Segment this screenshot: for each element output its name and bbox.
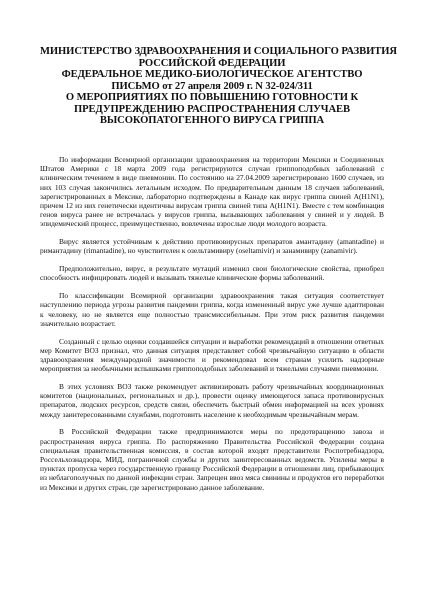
agency-name: ФЕДЕРАЛЬНОЕ МЕДИКО-БИОЛОГИЧЕСКОЕ АГЕНТСТВО <box>61 69 363 80</box>
ministry-name-line-2: РОССИЙСКОЙ ФЕДЕРАЦИИ <box>138 57 286 69</box>
letter-title-line-2: ПРЕДУПРЕЖДЕНИЮ РАСПРОСТРАНЕНИЯ СЛУЧАЕВ <box>74 103 350 115</box>
paragraph: В этих условиях ВОЗ также рекомендует активизировать работу чрезвычайных координационных комитетов (национальных, региональных и др.), провести оценку имеющегося запаса противовирусных препаратов, людских ресурсов, средств связи, обеспечить быстрый обмен информацией на всех уровнях между заинтересованными службами, подготовить население к необходимым чрезвычайным мерам. <box>40 382 384 419</box>
paragraph: Предположительно, вирус, в результате мутаций изменил свои биологические свойства, приобрел способность инфицировать людей и вызывать тяжелые клинические формы заболеваний. <box>40 264 384 283</box>
letter-title-line-1: О МЕРОПРИЯТИЯХ ПО ПОВЫШЕНИЮ ГОТОВНОСТИ К <box>65 92 359 103</box>
ministry-name-line-1: МИНИСТЕРСТВО ЗДРАВООХРАНЕНИЯ И СОЦИАЛЬНОГО РАЗВИТИЯ <box>40 46 397 57</box>
paragraph: В Российской Федерации также предпринимаются меры по предотвращению завоза и распространения вируса гриппа. По распоряжению Правительства Российской Федерации создана специальная правительственная комиссия, в состав которой входят представители Роспотребнадзора, Россельхознадзора, МИД, пограничной службы и других заинтересованных ведомств. Усилены меры в пунктах пропуска через государственную границу Российской Федерации в отношении лиц, прибывающих из неблагополучных по данной инфекции стран. Запрещен ввоз мяса свинины и продуктов его переработки из Мексики и других стран, где зарегистрировано данное заболевание. <box>40 427 384 492</box>
letter-title-line-3: ВЫСОКОПАТОГЕННОГО ВИРУСА ГРИППА <box>99 115 325 126</box>
document-header <box>40 46 397 127</box>
paragraph: По информации Всемирной организации здравоохранения на территории Мексики и Соединенных Штатов Америки с 18 марта 2009 года регистрируются случаи гриппоподобных заболеваний с клиническим течением в виде пневмонии. По состоянию на 27.04.2009 зарегистрировано 1600 случаев, из них 103 случая закончились летальным исходом. По предварительным данным 18 случаев заболеваний, зарегистрированных в Мексике, лабораторно подтверждены в Канаде как вирус гриппа свиней A(H1N1), причем 12 из них генетически идентичны вирусам гриппа свиней типа A(H1N1). Вместе с тем комбинация генов вируса ранее не встречалась у вирусов гриппа, вызывающих заболевания у свиней и у людей. В эпидемический процесс, преимущественно, вовлечены взрослые люди молодого возраста. <box>40 155 384 229</box>
letter-reference: ПИСЬМО от 27 апреля 2009 г. N 32-024/311 <box>111 80 313 92</box>
paragraph: Вирус является устойчивым к действию противовирусных препаратов амантадину (amantadine) и римантадину (rimantadine), но чувствителен к озельтамивиру (oseltamivir) и занамивиру (zanamivir). <box>40 237 384 256</box>
paragraph: По классификации Всемирной организации здравоохранения такая ситуация соответствует наступлению периода угрозы развития пандемии гриппа, когда измененный вирус уже лучше адаптирован к человеку, но не является еще полностью трансмиссибельным. При этом риск развития пандемии значительно возрастает. <box>40 291 384 328</box>
document-body <box>40 155 384 492</box>
paragraph: Созданный с целью оценки создавшейся ситуации и выработки рекомендаций в отношении ответных мер Комитет ВОЗ признал, что данная ситуация представляет собой чрезвычайную ситуацию в области здравоохранения международной значимости и рекомендовал всем странам усилить надзорные мероприятия за необычными вспышками гриппоподобных заболеваний и тяжелыми случаями пневмонии. <box>40 336 384 374</box>
